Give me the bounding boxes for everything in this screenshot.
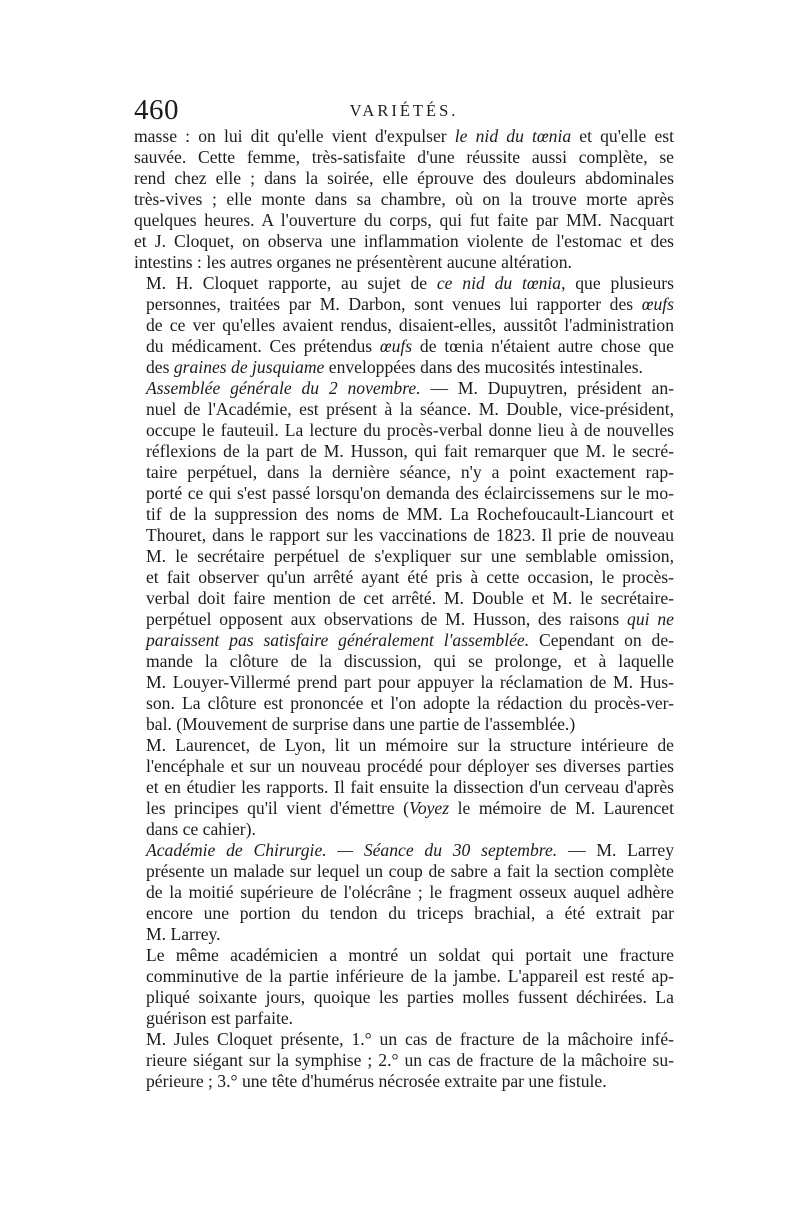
- text-line: verbal doit faire mention de cet arrêté. M. Double et M. le secrétaire-: [146, 588, 674, 608]
- paragraph: [134, 378, 674, 735]
- text-line: quelques heures. A l'ouverture du corps, qui fut faite par MM. Nacquart: [134, 210, 674, 230]
- paragraph: [134, 840, 674, 945]
- text-line: comminutive de la partie inférieure de la jambe. L'appareil est resté ap-: [146, 966, 674, 986]
- text-line: de la moitié supérieure de l'olécrâne ; le fragment osseux auquel adhère: [146, 882, 674, 902]
- text-line: M. Jules Cloquet présente, 1.° un cas de fracture de la mâchoire infé-: [146, 1029, 674, 1049]
- text-line: rieure siégant sur la symphise ; 2.° un cas de fracture de la mâchoire su-: [146, 1050, 674, 1070]
- text-line: très-vives ; elle monte dans sa chambre, où on la trouve morte après: [134, 189, 674, 209]
- text-line: Assemblée générale du 2 novembre. — M. Dupuytren, président an-: [146, 378, 674, 398]
- text-line: et J. Cloquet, on observa une inflammation violente de l'estomac et des: [134, 231, 674, 251]
- paragraph: [134, 1029, 674, 1092]
- text-line: Le même académicien a montré un soldat qui portait une fracture: [146, 945, 674, 965]
- text-line: occupe le fauteuil. La lecture du procès-verbal donne lieu à de nouvelles: [146, 420, 674, 440]
- text-line: porté ce qui s'est passé lorsqu'on demanda des éclaircissemens sur le mo-: [146, 483, 674, 503]
- text-line: de ce ver qu'elles avaient rendus, disaient-elles, aussitôt l'administration: [146, 315, 674, 335]
- paragraph: [134, 735, 674, 840]
- paragraph: [134, 945, 674, 1029]
- text-line: M. H. Cloquet rapporte, au sujet de ce nid du tœnia, que plusieurs: [146, 273, 674, 293]
- text-line: encore une portion du tendon du triceps brachial, a été extrait par: [146, 903, 674, 923]
- italic-text: œufs: [379, 336, 413, 356]
- running-head: VARIÉTÉS.: [349, 101, 459, 120]
- italic-text: Voyez: [409, 798, 450, 818]
- text-line: Académie de Chirurgie. — Séance du 30 septembre. — M. Larrey: [146, 840, 674, 860]
- body-text: [134, 126, 674, 1092]
- text-line: M. Laurencet, de Lyon, lit un mémoire sur la structure intérieure de: [146, 735, 674, 755]
- text-line: bal. (Mouvement de surprise dans une partie de l'assemblée.): [146, 714, 576, 734]
- text-line: guérison est parfaite.: [146, 1008, 294, 1028]
- text-line: intestins : les autres organes ne présentèrent aucune altération.: [134, 252, 572, 272]
- text-line: des graines de jusquiame enveloppées dans des mucosités intestinales.: [146, 357, 643, 377]
- text-line: taire perpétuel, dans la dernière séance, n'y a point exactement rap-: [146, 462, 674, 482]
- text-line: M. Louyer-Villermé prend part pour appuyer la réclamation de M. Hus-: [146, 672, 674, 692]
- text-line: périeure ; 3.° une tête d'humérus nécrosée extraite par une fistule.: [146, 1071, 607, 1091]
- text-line: M. Larrey.: [146, 924, 221, 944]
- text-line: personnes, traitées par M. Darbon, sont venues lui rapporter des œufs: [146, 294, 674, 314]
- text-line: masse : on lui dit qu'elle vient d'expulser le nid du tœnia et qu'elle est: [134, 126, 674, 146]
- text-line: sauvée. Cette femme, très-satisfaite d'une réussite aussi complète, se: [134, 147, 674, 167]
- italic-text: Assemblée générale du 2 novembre.: [146, 378, 421, 398]
- paragraph: [134, 126, 674, 273]
- italic-text: le nid du tœnia: [454, 126, 572, 146]
- paragraph: [134, 273, 674, 378]
- text-line: pliqué soixante jours, quoique les parties molles fussent déchirées. La: [146, 987, 674, 1007]
- text-line: nuel de l'Académie, est présent à la séance. M. Double, vice-président,: [146, 399, 674, 419]
- text-line: rend chez elle ; dans la soirée, elle éprouve des douleurs abdominales: [134, 168, 674, 188]
- text-line: et en étudier les rapports. Il fait ensuite la dissection d'un cerveau d'après: [146, 777, 674, 797]
- text-line: du médicament. Ces prétendus œufs de tœnia n'étaient autre chose que: [146, 336, 674, 356]
- page-header: [134, 92, 674, 128]
- italic-text: Académie de Chirurgie. — Séance du 30 septembre.: [146, 840, 558, 860]
- italic-text: ce nid du tœnia: [436, 273, 562, 293]
- text-line: Thouret, dans le rapport sur les vaccinations de 1823. Il prie de nouveau: [146, 525, 674, 545]
- text-line: tif de la suppression des noms de MM. La Rochefoucault-Liancourt et: [146, 504, 674, 524]
- text-line: perpétuel opposent aux observations de M. Husson, des raisons qui ne: [146, 609, 674, 629]
- text-line: réflexions de la part de M. Husson, qui fait remarquer que M. le secré-: [146, 441, 674, 461]
- text-line: dans ce cahier).: [146, 819, 256, 839]
- text-line: et fait observer qu'un arrêté ayant été pris à cette occasion, le procès-: [146, 567, 674, 587]
- italic-text: qui ne: [627, 609, 674, 629]
- italic-text: œufs: [641, 294, 674, 314]
- italic-text: paraissent pas satisfaire généralement l'assemblée.: [146, 630, 530, 650]
- text-line: paraissent pas satisfaire généralement l'assemblée. Cependant on de-: [146, 630, 674, 650]
- text-line: son. La clôture est prononcée et l'on adopte la rédaction du procès-ver-: [146, 693, 674, 713]
- page-number: 460: [134, 94, 179, 126]
- italic-text: graines de jusquiame: [173, 357, 325, 377]
- text-line: mande la clôture de la discussion, qui se prolonge, et à laquelle: [146, 651, 674, 671]
- text-line: les principes qu'il vient d'émettre (Voyez le mémoire de M. Laurencet: [146, 798, 674, 818]
- text-line: l'encéphale et sur un nouveau procédé pour déployer ses diverses parties: [146, 756, 674, 776]
- text-line: M. le secrétaire perpétuel de s'expliquer sur une semblable omission,: [146, 546, 674, 566]
- text-line: présente un malade sur lequel un coup de sabre a fait la section complète: [146, 861, 674, 881]
